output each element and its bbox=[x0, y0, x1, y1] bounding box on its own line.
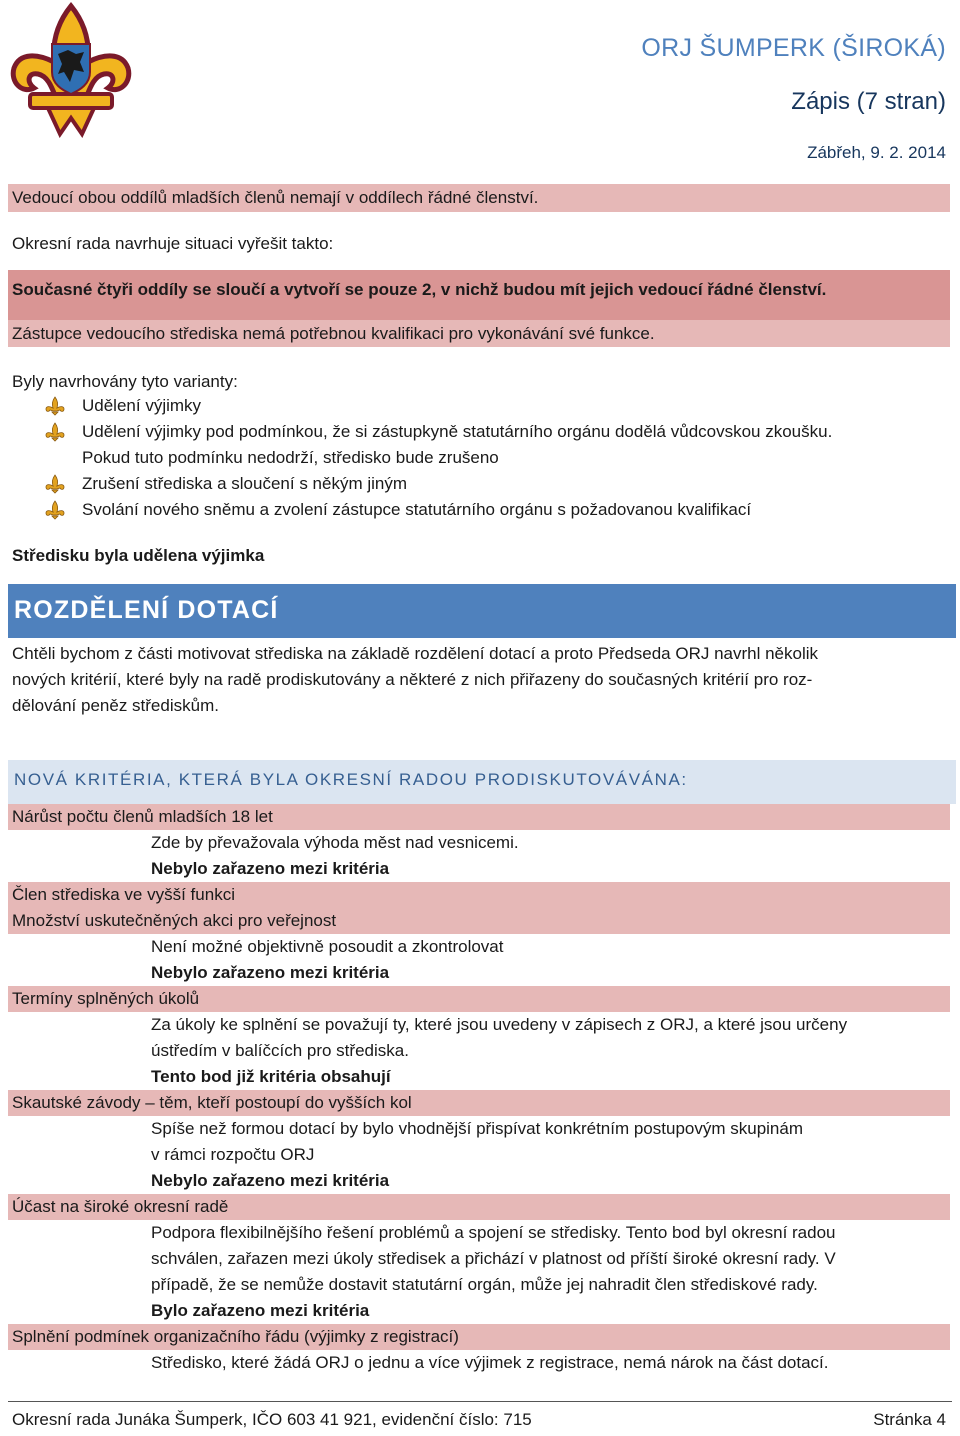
criterion-note: Podpora flexibilnějšího řešení problémů a spojení se středisky. Tento bod byl okresní radou bbox=[151, 1223, 836, 1242]
criterion-note: ústředím v balíčcích pro střediska. bbox=[151, 1041, 409, 1060]
criterion-note: Zde by převažovala výhoda měst nad vesnicemi. bbox=[151, 833, 519, 852]
fleur-bullet-icon bbox=[44, 500, 66, 520]
page-number: Stránka 4 bbox=[873, 1410, 946, 1429]
fleur-bullet-icon bbox=[44, 422, 66, 442]
criterion-note: schválen, zařazen mezi úkoly středisek a přichází v platnost od příští široké okresní rady. V bbox=[151, 1249, 836, 1268]
variant-item-continued: Pokud tuto podmínku nedodrží, středisko bude zrušeno bbox=[82, 448, 499, 467]
section-paragraph-line: Chtěli bychom z části motivovat střediska na základě rozdělení dotací a proto Předseda ORJ navrhl několik bbox=[12, 644, 819, 663]
criterion-title: Účast na široké okresní radě bbox=[12, 1197, 229, 1216]
criterion-title: Skautské závody – těm, kteří postoupí do vyšších kol bbox=[12, 1093, 412, 1112]
fleur-bullet-icon bbox=[44, 474, 66, 494]
criterion-note: případě, že se nemůže dostavit statutární orgán, může jej nahradit člen střediskové rady. bbox=[151, 1275, 818, 1294]
criterion-note: Spíše než formou dotací by bylo vhodnější přispívat konkrétním postupovým skupinám bbox=[151, 1119, 803, 1138]
decision-text: Středisku byla udělena výjimka bbox=[12, 546, 265, 565]
criterion-title: Množství uskutečněných akci pro veřejnost bbox=[12, 911, 337, 930]
criterion-result: Tento bod již kritéria obsahují bbox=[151, 1067, 391, 1086]
intro-paragraph: Byly navrhovány tyto varianty: bbox=[12, 372, 238, 391]
intro-paragraph: Vedoucí obou oddílů mladších členů nemají v oddílech řádné členství. bbox=[12, 188, 539, 207]
section-paragraph-line: dělování peněz střediskům. bbox=[12, 696, 219, 715]
criteria-heading: NOVÁ KRITÉRIA, KTERÁ BYLA OKRESNÍ RADOU PRODISKUTOVÁVÁNA: bbox=[14, 770, 688, 789]
criterion-result: Nebylo zařazeno mezi kritéria bbox=[151, 859, 390, 878]
criterion-note: Není možné objektivně posoudit a zkontrolovat bbox=[151, 937, 504, 956]
criterion-title: Splnění podmínek organizačního řádu (výjimky z registrací) bbox=[12, 1327, 459, 1346]
section-heading: ROZDĚLENÍ DOTACÍ bbox=[14, 596, 279, 624]
criterion-result: Nebylo zařazeno mezi kritéria bbox=[151, 963, 390, 982]
place-date: Zábřeh, 9. 2. 2014 bbox=[807, 143, 946, 162]
org-title: ORJ ŠUMPERK (ŠIROKÁ) bbox=[641, 34, 946, 62]
criterion-title: Termíny splněných úkolů bbox=[12, 989, 200, 1008]
criterion-note: v rámci rozpočtu ORJ bbox=[151, 1145, 315, 1164]
variant-item: Zrušení střediska a sloučení s někým jiným bbox=[82, 474, 408, 493]
criterion-title: Nárůst počtu členů mladších 18 let bbox=[12, 807, 273, 826]
intro-paragraph: Zástupce vedoucího střediska nemá potřebnou kvalifikaci pro vykonávání své funkce. bbox=[12, 324, 655, 343]
variant-item: Udělení výjimky bbox=[82, 396, 202, 415]
doc-title: Zápis (7 stran) bbox=[791, 88, 946, 115]
criterion-result: Nebylo zařazeno mezi kritéria bbox=[151, 1171, 390, 1190]
intro-paragraph: Současné čtyři oddíly se sloučí a vytvoří se pouze 2, v nichž budou mít jejich vedoucí řádné členství. bbox=[12, 280, 827, 299]
footer-org-info: Okresní rada Junáka Šumperk, IČO 603 41 921, evidenční číslo: 715 bbox=[12, 1410, 532, 1429]
criterion-note: Středisko, které žádá ORJ o jednu a více výjimek z registrace, nemá nárok na část dotací. bbox=[151, 1353, 829, 1372]
footer-divider bbox=[8, 1401, 952, 1402]
criterion-note: Za úkoly ke splnění se považují ty, které jsou uvedeny v zápisech z ORJ, a které jsou určeny bbox=[151, 1015, 848, 1034]
section-paragraph-line: nových kritérií, které byly na radě prodiskutovány a některé z nich přiřazeny do současných kritérií pro roz- bbox=[12, 670, 813, 689]
junak-lily-logo bbox=[8, 2, 134, 138]
variant-item: Udělení výjimky pod podmínkou, že si zástupkyně statutárního orgánu dodělá vůdcovskou zkoušku. bbox=[82, 422, 833, 441]
fleur-bullet-icon bbox=[44, 396, 66, 416]
criterion-title: Člen střediska ve vyšší funkci bbox=[12, 885, 235, 904]
variant-item: Svolání nového sněmu a zvolení zástupce statutárního orgánu s požadovanou kvalifikací bbox=[82, 500, 752, 519]
criterion-result: Bylo zařazeno mezi kritéria bbox=[151, 1301, 370, 1320]
intro-paragraph: Okresní rada navrhuje situaci vyřešit takto: bbox=[12, 234, 334, 253]
